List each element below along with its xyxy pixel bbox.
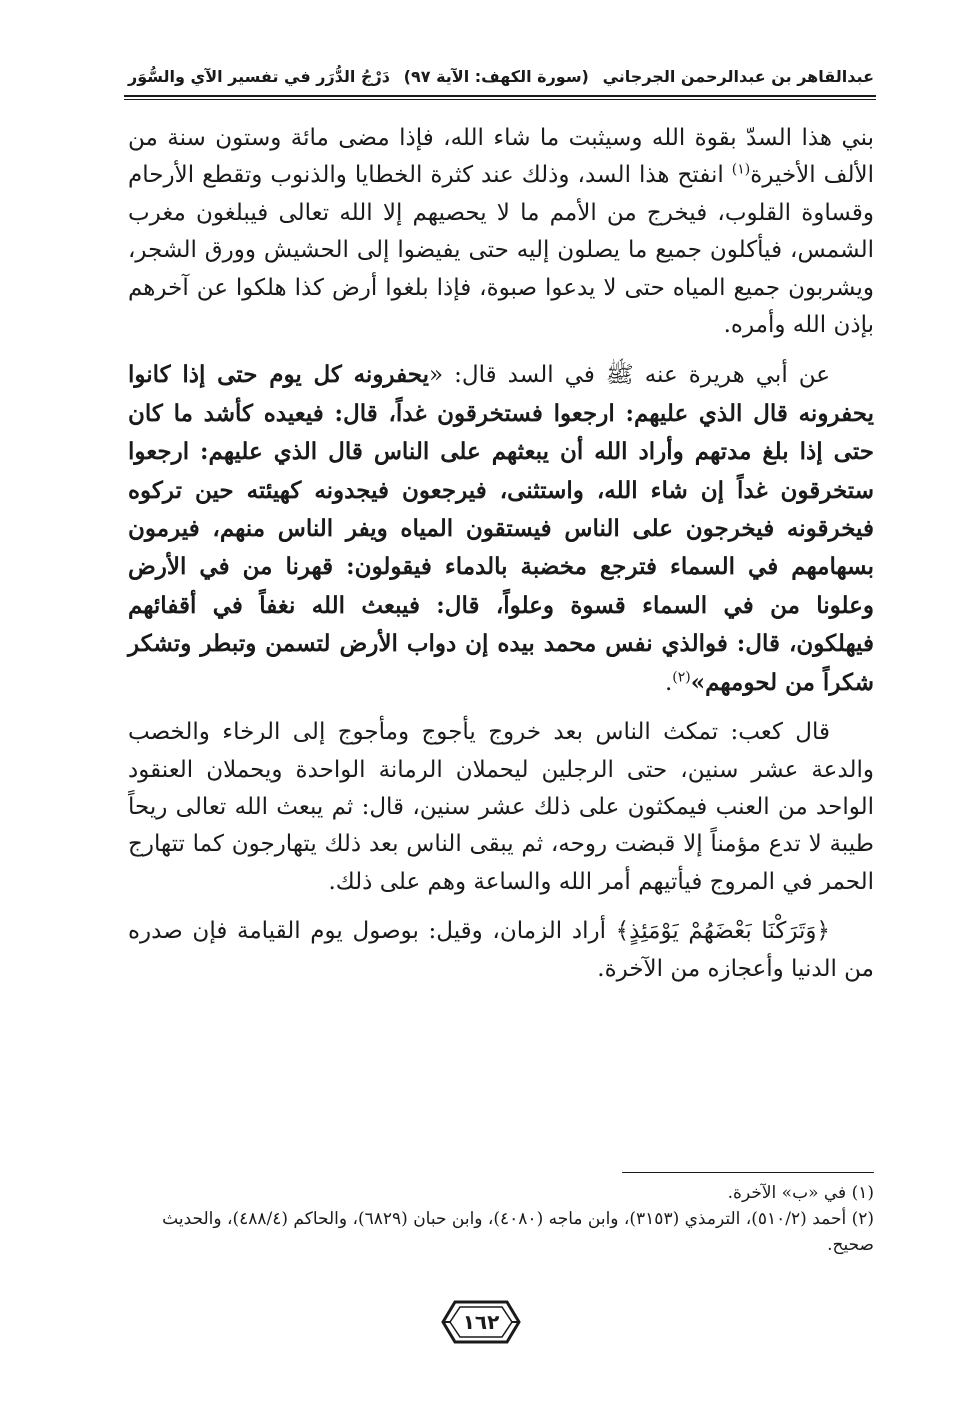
footnote-marker-1: (١) [731, 161, 751, 178]
page-number-ornament [441, 1300, 521, 1344]
paragraph-1 [128, 120, 874, 344]
footnotes [128, 1180, 874, 1258]
paragraph-4-text: أراد الزمان، وقيل: بوصول يوم القيامة فإن صدره من الدنيا وأعجازه من الآخرة. [128, 918, 874, 982]
header-author: عبدالقاهر بن عبدالرحمن الجرجاني [602, 66, 874, 86]
header-rule-thick [124, 95, 876, 97]
hadith-close-quote: » [690, 668, 706, 696]
hadith-intro: عن أبي هريرة عنه ﷺ في السد قال: « [429, 362, 830, 389]
paragraph-3-text: قال كعب: تمكث الناس بعد خروج يأجوج ومأجوج إلى الرخاء والخصب والدعة عشر سنين، حتى الرجلين ليحملان الرمانة الواحدة ويحملان العنقود الواحد من العنب فيمكثون على ذلك عشر سنين، قال: ثم يبعث الله تعالى ريحاً طيبة لا تدع مؤمناً إلا قبضت روحه، ثم يبقى الناس بعد ذلك يتهارجون كما تتهارج الحمر في المروج فيأتيهم أمر الله والساعة وهم على ذلك. [128, 719, 874, 895]
hadith-end: . [664, 669, 673, 696]
footnote-1: (١) في «ب» الآخرة. [727, 1183, 874, 1203]
paragraph-1-text-cont: انفتح هذا السد، وذلك عند كثرة الخطايا والذنوب وتقطع الأرحام وقساوة القلوب، فيخرج من الأمم ما لا يحصيهم إلا الله تعالى فيبلغون مغرب الشمس، فيأكلون جميع ما يصلون إليه حتى يفيضوا إلى الحشيش وورق الشجر، ويشربون جميع المياه حتى لا يدعوا صبوة، فإذا بلغوا أرض كذا هلكوا عن آخرهم بإذن الله وأمره. [128, 162, 874, 339]
header-surah-reference: (سورة الكهف: الآية ٩٧) [403, 66, 589, 86]
paragraph-1-text: بني هذا السدّ بقوة الله وسيثبت ما شاء الله، فإذا مضى مائة وستون سنة من الألف الأخيرة [128, 125, 875, 189]
page-number: ١٦٢ [462, 1310, 500, 1334]
quran-quote: ﴿وَتَرَكْنَا بَعْضَهُمْ يَوْمَئِذٍ﴾ [615, 918, 830, 945]
running-header [128, 58, 874, 94]
paragraph-4 [128, 913, 874, 988]
header-rule-thin [124, 99, 876, 100]
footnote-separator [622, 1172, 874, 1173]
body-text [128, 120, 874, 988]
header-book-title: دَرْجُ الدُّرَر في تفسير الآي والسُّوَر [128, 66, 390, 86]
footnote-2: (٢) أحمد (٥١٠/٢)، الترمذي (٣١٥٣)، وابن ماجه (٤٠٨٠)، وابن حبان (٦٨٢٩)، والحاكم (٤٨٨/٤)، والحديث صحيح. [162, 1209, 874, 1255]
paragraph-2-hadith [128, 356, 874, 702]
paragraph-3 [128, 714, 874, 901]
footnote-marker-2: (٢) [672, 669, 691, 686]
hadith-text: يحفرونه كل يوم حتى إذا كانوا يحفرونه قال الذي عليهم: ارجعوا فستخرقون غداً، قال: فيعيده كأشد ما كان حتى إذا بلغ مدتهم وأراد الله أن يبعثهم على الناس قال الذي عليهم: ارجعوا ستخرقون غداً إن شاء الله، واستثنى، فيرجعون فيجدونه كهيئته حين تركوه فيخرقونه فيخرجون على الناس فيستقون المياه ويفر الناس منهم، فيرمون بسهامهم في السماء فترجع مخضبة بالدماء فيقولون: قهرنا من في الأرض وعلونا من في السماء قسوة وعلواً، قال: فيبعث الله نغفاً في أقفائهم فيهلكون، قال: فوالذي نفس محمد بيده إن دواب الأرض لتسمن وتبطر وتشكر شكراً من لحومهم [128, 361, 874, 696]
